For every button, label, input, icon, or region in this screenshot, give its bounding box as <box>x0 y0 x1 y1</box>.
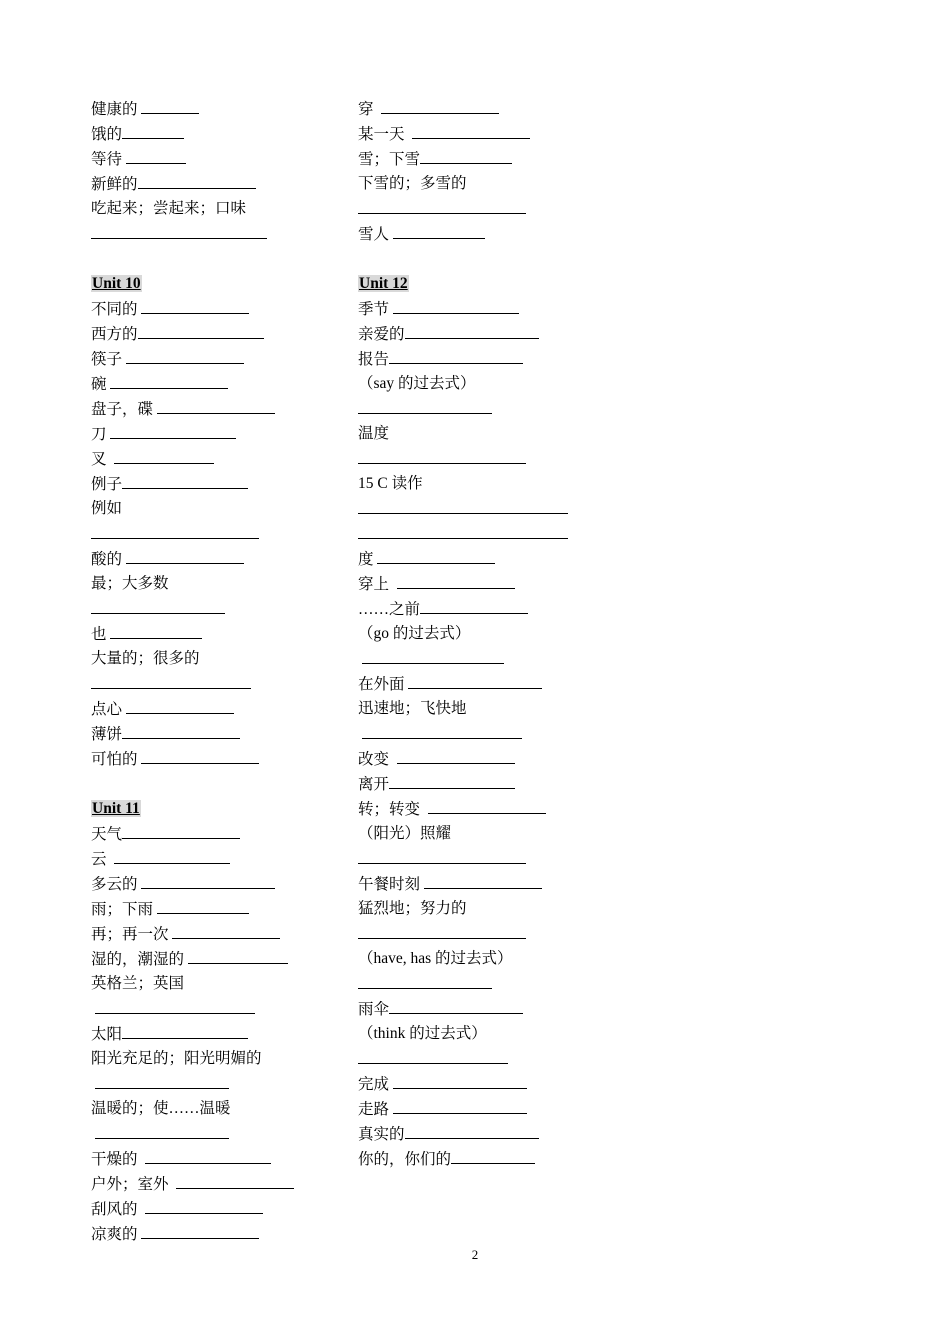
vocab-line <box>91 146 341 171</box>
vocab-prompt: 雨；下雨 <box>91 901 157 918</box>
answer-blank[interactable] <box>393 221 485 239</box>
vocab-line <box>358 346 618 371</box>
vocab-prompt: 例如 <box>91 500 123 517</box>
vocab-line <box>358 546 618 571</box>
vocab-line <box>358 521 618 546</box>
answer-blank[interactable] <box>126 346 244 364</box>
vocab-line <box>358 221 618 246</box>
vocab-line <box>358 1046 618 1071</box>
vocab-line <box>91 971 341 996</box>
answer-blank[interactable] <box>138 171 256 189</box>
vocab-line <box>91 571 341 596</box>
vocab-prompt: 云 <box>91 851 115 868</box>
vocab-line <box>358 421 618 446</box>
vocab-prompt: 不同的 <box>91 301 142 318</box>
vocab-line <box>358 796 618 821</box>
vocab-line <box>358 1096 618 1121</box>
vocab-line <box>358 721 618 746</box>
vocab-prompt: 大量的；很多的 <box>91 650 200 667</box>
vocab-line <box>358 871 618 896</box>
answer-blank[interactable] <box>358 971 492 989</box>
vocab-prompt: 迅速地；飞快地 <box>358 700 467 717</box>
vocab-line <box>358 621 618 646</box>
unit-heading <box>91 796 341 821</box>
vocab-line <box>358 1021 618 1046</box>
unit-heading-label: Unit 11 <box>92 800 140 817</box>
vocab-line <box>91 421 341 446</box>
vocab-line <box>358 671 618 696</box>
answer-blank[interactable] <box>397 746 515 764</box>
answer-blank[interactable] <box>91 596 225 614</box>
answer-blank[interactable] <box>389 771 515 789</box>
vocab-prompt: 点心 <box>91 701 126 718</box>
answer-blank[interactable] <box>408 671 542 689</box>
vocab-line <box>358 396 618 421</box>
vocab-prompt: 午餐时刻 <box>358 876 424 893</box>
vocab-prompt: 新鲜的 <box>91 176 138 193</box>
answer-blank[interactable] <box>393 1096 527 1114</box>
answer-blank[interactable] <box>157 896 249 914</box>
vocab-prompt: 走路 <box>358 1101 393 1118</box>
vocab-line <box>358 446 618 471</box>
unit-heading <box>358 271 618 296</box>
vocab-prompt: 度 <box>358 551 378 568</box>
answer-blank[interactable] <box>393 296 519 314</box>
vocab-prompt: ……之前 <box>358 601 421 618</box>
vocab-line <box>91 396 341 421</box>
answer-blank[interactable] <box>176 1171 294 1189</box>
vocab-line <box>358 846 618 871</box>
vocab-prompt: 改变 <box>358 751 397 768</box>
vocab-line <box>358 1146 618 1171</box>
vocab-prompt: 例子 <box>91 476 123 493</box>
vocab-prompt: 可怕的 <box>91 751 142 768</box>
vocab-line <box>91 1121 341 1146</box>
vocab-prompt: 在外面 <box>358 676 409 693</box>
vocab-line <box>91 771 341 796</box>
vocab-prompt: 叉 <box>91 451 115 468</box>
answer-blank[interactable] <box>114 446 214 464</box>
vocab-prompt: 盘子，碟 <box>91 401 157 418</box>
answer-blank[interactable] <box>362 646 504 664</box>
answer-blank[interactable] <box>157 396 275 414</box>
answer-blank[interactable] <box>122 121 184 139</box>
answer-blank[interactable] <box>95 1071 229 1089</box>
answer-blank[interactable] <box>138 321 264 339</box>
answer-blank[interactable] <box>358 396 492 414</box>
vocab-line <box>91 721 341 746</box>
vocab-line <box>358 896 618 921</box>
answer-blank[interactable] <box>145 1196 263 1214</box>
answer-blank[interactable] <box>397 571 515 589</box>
vocab-line <box>358 821 618 846</box>
vocab-prompt: 干燥的 <box>91 1151 146 1168</box>
vocab-prompt: 15 C 读作 <box>358 475 423 492</box>
answer-blank[interactable] <box>122 721 240 739</box>
vocab-line <box>91 246 341 271</box>
answer-blank[interactable] <box>358 446 526 464</box>
vocab-prompt: 西方的 <box>91 326 138 343</box>
answer-blank[interactable] <box>91 671 251 689</box>
vocab-prompt: 完成 <box>358 1076 393 1093</box>
answer-blank[interactable] <box>122 821 240 839</box>
answer-blank[interactable] <box>95 1121 229 1139</box>
answer-blank[interactable] <box>420 146 512 164</box>
vocab-line <box>358 471 618 496</box>
unit-heading-label: Unit 12 <box>359 275 408 292</box>
answer-blank[interactable] <box>91 221 267 239</box>
vocab-line <box>91 1146 341 1171</box>
answer-blank[interactable] <box>110 421 236 439</box>
vocab-prompt: 筷子 <box>91 351 126 368</box>
vocab-line <box>91 921 341 946</box>
vocab-line <box>358 771 618 796</box>
vocab-line <box>91 1071 341 1096</box>
page-number: 2 <box>471 1247 479 1262</box>
answer-blank[interactable] <box>358 521 568 539</box>
vocab-prompt: 薄饼 <box>91 726 123 743</box>
vocab-prompt: 你的，你们的 <box>358 1151 452 1168</box>
vocab-prompt: 雪；下雪 <box>358 151 421 168</box>
answer-blank[interactable] <box>405 321 539 339</box>
answer-blank[interactable] <box>358 846 526 864</box>
vocab-prompt: 转；转变 <box>358 801 428 818</box>
vocab-prompt: 季节 <box>358 301 393 318</box>
answer-blank[interactable] <box>126 546 244 564</box>
answer-blank[interactable] <box>95 996 255 1014</box>
vocab-line <box>358 371 618 396</box>
answer-blank[interactable] <box>358 196 526 214</box>
answer-blank[interactable] <box>141 746 259 764</box>
vocab-line <box>358 171 618 196</box>
vocab-prompt: 等待 <box>91 151 126 168</box>
vocab-prompt: 雨伞 <box>358 1001 390 1018</box>
vocab-line <box>91 446 341 471</box>
vocab-prompt: 下雪的；多雪的 <box>358 175 467 192</box>
vocab-line <box>91 846 341 871</box>
vocab-line <box>358 1121 618 1146</box>
answer-blank[interactable] <box>145 1146 271 1164</box>
vocab-prompt: 吃起来；尝起来；口味 <box>91 200 247 217</box>
unit-heading <box>91 271 341 296</box>
vocab-line <box>91 946 341 971</box>
vocab-prompt: 穿 <box>358 101 382 118</box>
vocab-line <box>91 696 341 721</box>
answer-blank[interactable] <box>141 296 249 314</box>
vocab-line <box>91 1021 341 1046</box>
vocab-line <box>91 121 341 146</box>
vocab-line <box>358 321 618 346</box>
vocab-line <box>91 96 341 121</box>
vocab-prompt: 健康的 <box>91 101 142 118</box>
vocab-prompt: 碗 <box>91 376 111 393</box>
answer-blank[interactable] <box>381 96 499 114</box>
vocab-line <box>358 196 618 221</box>
vocab-line <box>91 896 341 921</box>
answer-blank[interactable] <box>141 96 199 114</box>
right-vocab-column <box>358 96 618 1171</box>
vocab-prompt: （say 的过去式） <box>358 375 476 392</box>
vocab-line <box>91 171 341 196</box>
vocab-prompt: 凉爽的 <box>91 1226 142 1243</box>
vocab-prompt: 阳光充足的；阳光明媚的 <box>91 1050 262 1067</box>
vocab-prompt: （go 的过去式） <box>358 625 471 642</box>
answer-blank[interactable] <box>420 596 528 614</box>
vocab-prompt: 酸的 <box>91 551 126 568</box>
answer-blank[interactable] <box>358 1046 508 1064</box>
vocab-line <box>91 321 341 346</box>
vocab-line <box>91 746 341 771</box>
answer-blank[interactable] <box>405 1121 539 1139</box>
vocab-prompt: 天气 <box>91 826 123 843</box>
vocab-line <box>358 296 618 321</box>
vocab-line <box>358 596 618 621</box>
answer-blank[interactable] <box>110 621 202 639</box>
vocab-line <box>358 921 618 946</box>
answer-blank[interactable] <box>424 871 542 889</box>
vocab-line <box>358 946 618 971</box>
vocab-line <box>91 621 341 646</box>
vocab-line <box>358 646 618 671</box>
vocab-line <box>358 571 618 596</box>
vocab-line <box>91 346 341 371</box>
vocab-line <box>358 996 618 1021</box>
vocab-line <box>91 521 341 546</box>
answer-blank[interactable] <box>122 1021 248 1039</box>
answer-blank[interactable] <box>389 346 523 364</box>
vocab-line <box>358 121 618 146</box>
vocab-prompt: 猛烈地；努力的 <box>358 900 467 917</box>
vocab-line <box>358 496 618 521</box>
answer-blank[interactable] <box>141 1221 259 1239</box>
answer-blank[interactable] <box>389 996 523 1014</box>
answer-blank[interactable] <box>393 1071 527 1089</box>
vocab-line <box>91 471 341 496</box>
vocab-line <box>358 746 618 771</box>
answer-blank[interactable] <box>91 521 259 539</box>
answer-blank[interactable] <box>451 1146 535 1164</box>
vocab-line <box>91 821 341 846</box>
answer-blank[interactable] <box>377 546 495 564</box>
vocab-prompt: 雪人 <box>358 226 393 243</box>
vocab-line <box>91 546 341 571</box>
vocab-line <box>91 1096 341 1121</box>
vocab-line <box>91 871 341 896</box>
vocab-line <box>91 296 341 321</box>
vocab-line <box>91 496 341 521</box>
vocab-prompt: 穿上 <box>358 576 397 593</box>
vocab-line <box>358 696 618 721</box>
vocab-prompt: 最；大多数 <box>91 575 169 592</box>
answer-blank[interactable] <box>172 921 280 939</box>
vocab-prompt: 饿的 <box>91 126 123 143</box>
vocab-prompt: 再；再一次 <box>91 926 173 943</box>
vocab-prompt: 某一天 <box>358 126 413 143</box>
answer-blank[interactable] <box>188 946 288 964</box>
vocab-line <box>358 146 618 171</box>
vocab-line <box>91 646 341 671</box>
vocab-prompt: 温暖的；使……温暖 <box>91 1100 231 1117</box>
vocab-prompt: （阳光）照耀 <box>358 825 452 842</box>
vocab-prompt: 也 <box>91 626 111 643</box>
answer-blank[interactable] <box>122 471 248 489</box>
vocab-prompt: （have, has 的过去式） <box>358 950 513 967</box>
answer-blank[interactable] <box>358 921 526 939</box>
vocab-prompt: 英格兰；英国 <box>91 975 185 992</box>
vocab-line <box>91 1221 341 1246</box>
vocab-line <box>91 1046 341 1071</box>
vocab-line <box>91 596 341 621</box>
vocab-line <box>91 996 341 1021</box>
vocab-line <box>358 246 618 271</box>
vocab-prompt: 温度 <box>358 425 390 442</box>
answer-blank[interactable] <box>141 871 275 889</box>
vocab-prompt: 刮风的 <box>91 1201 146 1218</box>
vocab-line <box>91 221 341 246</box>
answer-blank[interactable] <box>126 696 234 714</box>
left-vocab-column <box>91 96 341 1246</box>
vocab-line <box>91 1196 341 1221</box>
answer-blank[interactable] <box>126 146 186 164</box>
vocab-line <box>358 971 618 996</box>
vocab-line <box>91 1171 341 1196</box>
answer-blank[interactable] <box>412 121 530 139</box>
vocab-line <box>358 96 618 121</box>
vocab-prompt: 真实的 <box>358 1126 405 1143</box>
vocab-prompt: 刀 <box>91 426 111 443</box>
vocab-line <box>91 196 341 221</box>
answer-blank[interactable] <box>114 846 230 864</box>
vocab-prompt: 报告 <box>358 351 390 368</box>
answer-blank[interactable] <box>110 371 228 389</box>
answer-blank[interactable] <box>358 496 568 514</box>
vocab-line <box>358 1071 618 1096</box>
vocab-line <box>91 671 341 696</box>
unit-heading-label: Unit 10 <box>92 275 141 292</box>
answer-blank[interactable] <box>428 796 546 814</box>
vocab-prompt: 户外；室外 <box>91 1176 177 1193</box>
vocab-prompt: 离开 <box>358 776 390 793</box>
vocab-prompt: 太阳 <box>91 1026 123 1043</box>
vocab-line <box>91 371 341 396</box>
answer-blank[interactable] <box>362 721 522 739</box>
vocab-prompt: 多云的 <box>91 876 142 893</box>
vocab-prompt: 亲爱的 <box>358 326 405 343</box>
vocab-prompt: （think 的过去式） <box>358 1025 487 1042</box>
vocab-prompt: 湿的，潮湿的 <box>91 951 188 968</box>
